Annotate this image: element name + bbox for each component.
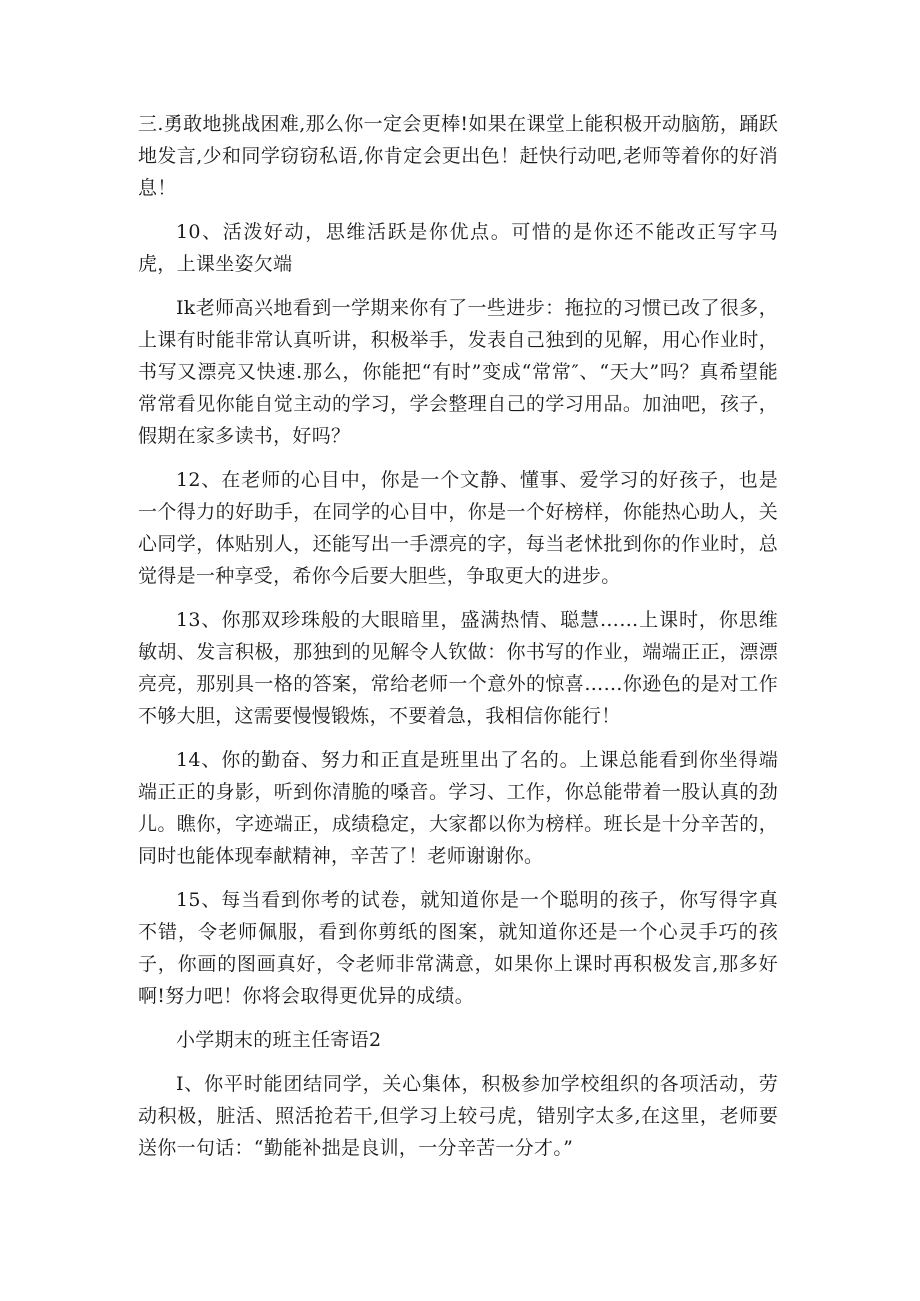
paragraph-continuation: 三.勇敢地挑战困难,那么你一定会更棒!如果在课堂上能积极开动脑筋，踊跃地发言,少和同学窃窃私语,你肯定会更出色！赶快行动吧,老师等着你的好消息！ <box>138 113 778 199</box>
paragraph-15: 15、每当看到你考的试卷，就知道你是一个聪明的孩子，你写得字真不错，令老师佩服，看到你剪纸的图案，就知道你还是一个心灵手巧的孩子，你画的图画真好，令老师非常满意，如果你上课时再积极发言,那多好啊!努力吧！你将会取得更优异的成绩。 <box>138 889 778 1007</box>
paragraph-13: 13、你那双珍珠般的大眼暗里，盛满热情、聪慧……上课时，你思维敏胡、发言积极，那独到的见解令人钦做：你书写的作业，端端正正，漂漂亮亮，那别具一格的答案，常给老师一个意外的惊喜……你逊色的是对工作不够大胆，这需要慢慢锻炼，不要着急，我相信你能行！ <box>138 609 778 727</box>
section-heading: 小学期末的班主任寄语2 <box>176 1029 382 1051</box>
paragraph-14: 14、你的勤奋、努力和正直是班里出了名的。上课总能看到你坐得端端正正的身影，听到你清脆的嗓音。学习、工作，你总能带着一股认真的劲儿。瞧你，字迹端正，成绩稳定，大家都以你为榜样。班长是十分辛苦的，同时也能体现奉献精神，辛苦了！老师谢谢你。 <box>138 749 778 867</box>
paragraph-1: I、你平时能团结同学，关心集体，积极参加学校组织的各项活动，劳动积极，脏活、照活抢若干,但学习上较弓虎，错别字太多,在这里，老师要送你一句话：“勤能补拙是良训，一分辛苦一分才。” <box>138 1073 778 1159</box>
paragraph-11: Ik老师高兴地看到一学期来你有了一些进步：拖拉的习惯已改了很多，上课有时能非常认真听讲，积极举手，发表自己独到的见解，用心作业时，书写又漂亮又快速.那么，你能把“有时”变成“常常″、“天大”吗？真希望能常常看见你能自觉主动的学习，学会整理自己的学习用品。加油吧，孩子，假期在家多读书，好吗？ <box>138 297 778 447</box>
document-page <box>138 108 778 1176</box>
paragraph-12: 12、在老师的心目中，你是一个文静、懂事、爱学习的好孩子，也是一个得力的好助手，在同学的心目中，你是一个好榜样，你能热心助人，关心同学，体贴别人，还能写出一手漂亮的字，每当老怵批到你的作业时，总觉得是一种享受，希你今后要大胆些，争取更大的进步。 <box>138 469 778 587</box>
paragraph-10: 10、活泼好动，思维活跃是你优点。可惜的是你还不能改正写字马虎，上课坐姿欠端 <box>138 221 778 275</box>
